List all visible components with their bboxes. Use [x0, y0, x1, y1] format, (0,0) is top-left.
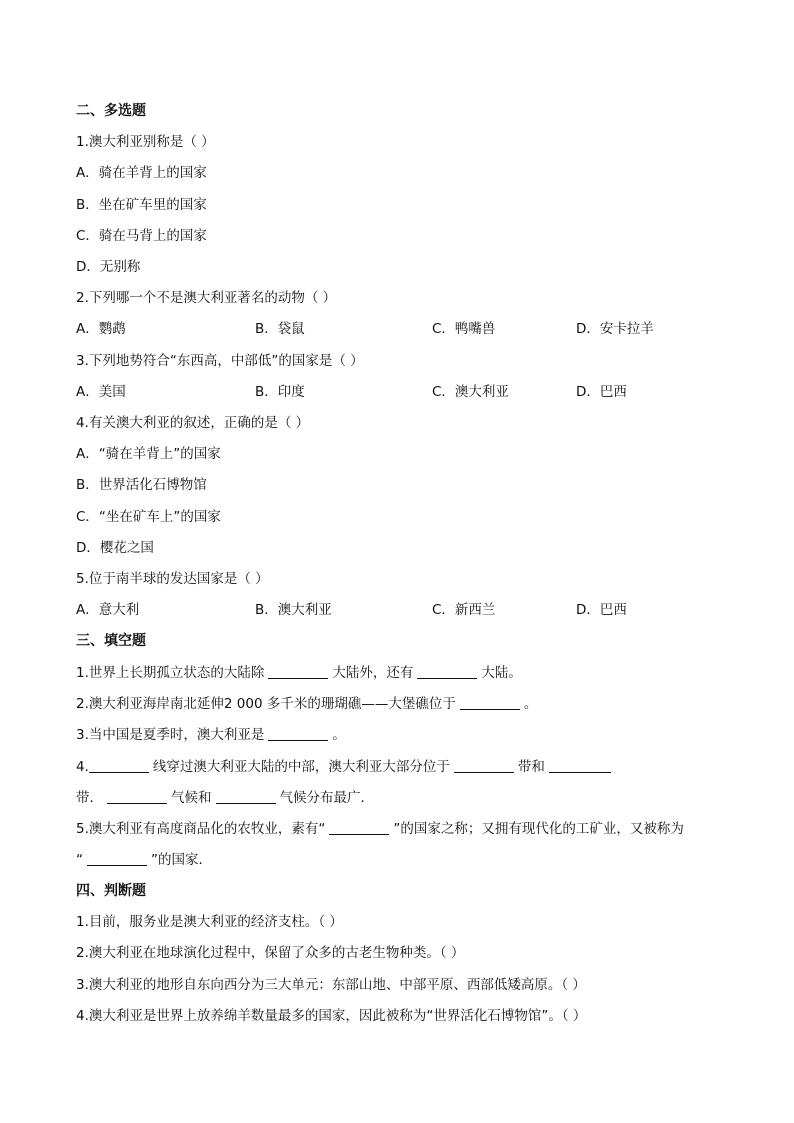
question-3-4-part-e: 气候和 [171, 790, 212, 806]
question-3-1-part-b: 大陆外，还有 [332, 665, 414, 681]
question-3-4-line-1 [76, 758, 615, 776]
question-3-5-line-2 [76, 851, 212, 869]
question-3-2-part-a: 2.澳大利亚海岸南北延伸2 000 多千米的珊瑚礁——大堡礁位于 [76, 696, 456, 712]
answer-blank[interactable] [268, 664, 328, 679]
question-3-5-part-b: ”的国家之称；又拥有现代化的工矿业，又被称为 [393, 821, 684, 837]
question-4-2: 2.澳大利亚在地球演化过程中，保留了众多的古老生物种类。（ ） [76, 945, 465, 961]
question-3-2-part-b: 。 [523, 696, 538, 712]
question-3-5-line-1 [76, 820, 684, 838]
question-2-4: 4.有关澳大利亚的叙述，正确的是（ ） [76, 415, 310, 431]
answer-blank[interactable] [460, 695, 520, 710]
section-title-multiple-choice: 二、多选题 [76, 103, 146, 119]
question-2-3: 3.下列地势符合“东西高，中部低”的国家是（ ） [76, 353, 364, 369]
answer-blank[interactable] [549, 758, 611, 773]
answer-blank[interactable] [89, 758, 149, 773]
option-2-1-a: A．骑在羊背上的国家 [76, 165, 207, 181]
question-3-4-part-f: 气候分布最广． [279, 790, 374, 806]
question-3-5-part-c: “ [76, 852, 83, 868]
option-2-1-b: B．坐在矿车里的国家 [76, 197, 207, 213]
question-3-4-line-2 [76, 789, 374, 807]
option-2-5-c: C．新西兰 [432, 602, 496, 618]
answer-blank[interactable] [454, 758, 514, 773]
option-2-3-c: C．澳大利亚 [432, 384, 509, 400]
option-2-3-d: D．巴西 [576, 384, 627, 400]
option-2-1-d: D．无别称 [76, 259, 141, 275]
option-2-4-a: A．“骑在羊背上”的国家 [76, 446, 221, 462]
question-3-4-part-b: 线穿过澳大利亚大陆的中部，澳大利亚大部分位于 [152, 759, 450, 775]
question-3-3-part-a: 3.当中国是夏季时，澳大利亚是 [76, 727, 265, 743]
answer-blank[interactable] [329, 820, 389, 835]
question-3-5-part-a: 5.澳大利亚有高度商品化的农牧业，素有“ [76, 821, 326, 837]
question-4-1: 1.目前，服务业是澳大利亚的经济支柱。（ ） [76, 914, 343, 930]
option-2-5-b: B．澳大利亚 [255, 602, 332, 618]
answer-blank[interactable] [268, 726, 328, 741]
question-3-1-part-c: 大陆。 [481, 665, 522, 681]
question-4-3: 3.澳大利亚的地形自东向西分为三大单元：东部山地、中部平原、西部低矮高原。（ ） [76, 977, 586, 993]
option-2-2-a: A．鹦鹉 [76, 321, 126, 337]
question-2-1: 1.澳大利亚别称是（ ） [76, 134, 215, 150]
question-4-4: 4.澳大利亚是世界上放养绵羊数量最多的国家，因此被称为“世界活化石博物馆”。（ ） [76, 1008, 587, 1024]
question-3-1 [76, 664, 522, 682]
answer-blank[interactable] [216, 789, 276, 804]
option-2-2-d: D．安卡拉羊 [576, 321, 654, 337]
question-3-3-part-b: 。 [332, 727, 346, 743]
answer-blank[interactable] [107, 789, 167, 804]
answer-blank[interactable] [417, 664, 477, 679]
question-3-3 [76, 726, 346, 744]
option-2-5-d: D．巴西 [576, 602, 627, 618]
option-2-4-b: B．世界活化石博物馆 [76, 477, 207, 493]
option-2-1-c: C．骑在马背上的国家 [76, 228, 207, 244]
question-3-1-part-a: 1.世界上长期孤立状态的大陆除 [76, 665, 265, 681]
option-2-3-a: A．美国 [76, 384, 126, 400]
question-2-5: 5.位于南半球的发达国家是（ ） [76, 571, 269, 587]
option-2-4-d: D．樱花之国 [76, 540, 154, 556]
option-2-5-a: A．意大利 [76, 602, 140, 618]
question-3-2 [76, 695, 537, 713]
option-2-2-b: B．袋鼠 [255, 321, 305, 337]
section-title-true-false: 四、判断题 [76, 883, 146, 899]
question-3-4-part-d: 带． [76, 790, 103, 806]
question-2-2: 2.下列哪一个不是澳大利亚著名的动物（ ） [76, 290, 337, 306]
question-3-5-part-d: ”的国家． [151, 852, 212, 868]
option-2-2-c: C．鸭嘴兽 [432, 321, 496, 337]
answer-blank[interactable] [87, 851, 147, 866]
section-title-fill-in: 三、填空题 [76, 633, 146, 649]
option-2-3-b: B．印度 [255, 384, 305, 400]
question-3-4-part-a: 4. [76, 759, 89, 775]
question-3-4-part-c: 带和 [517, 759, 545, 775]
option-2-4-c: C．“坐在矿车上”的国家 [76, 509, 221, 525]
